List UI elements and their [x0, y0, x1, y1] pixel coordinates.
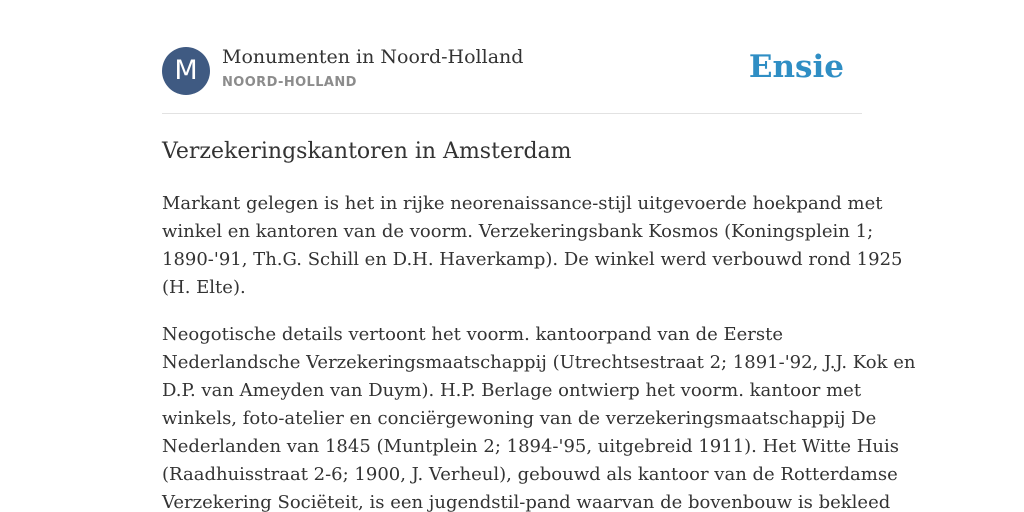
paragraph-line: winkel en kantoren van de voorm. Verzekeringsbank Kosmos (Koningsplein 1; — [162, 221, 874, 242]
paragraph-line: Verzekering Sociëteit, is een jugendstil-pand waarvan de bovenbouw is bekleed — [162, 492, 891, 512]
site-subtitle[interactable]: NOORD-HOLLAND — [222, 75, 357, 90]
paragraph-line: Markant gelegen is het in rijke neorenaissance-stijl uitgevoerde hoekpand met — [162, 193, 883, 214]
header — [162, 46, 862, 96]
brand-logo[interactable]: Ensie — [748, 49, 844, 85]
paragraph-line: 1890-'91, Th.G. Schill en D.H. Haverkamp). De winkel werd verbouwd rond 1925 — [162, 249, 903, 270]
paragraph — [162, 321, 916, 512]
article-title: Verzekeringskantoren in Amsterdam — [162, 139, 572, 164]
header-divider — [162, 113, 862, 114]
article-body — [162, 190, 916, 512]
paragraph-line: winkels, foto-atelier en conciërgewoning van de verzekeringsmaatschappij De — [162, 408, 877, 429]
site-title[interactable]: Monumenten in Noord-Holland — [222, 46, 524, 68]
avatar[interactable]: M — [162, 47, 210, 95]
paragraph-line: D.P. van Ameyden van Duym). H.P. Berlage ontwierp het voorm. kantoor met — [162, 380, 862, 401]
paragraph-line: Nederlanden van 1845 (Muntplein 2; 1894-'95, uitgebreid 1911). Het Witte Huis — [162, 436, 899, 457]
paragraph-line: Nederlandsche Verzekeringsmaatschappij (Utrechtsestraat 2; 1891-'92, J.J. Kok en — [162, 352, 916, 373]
paragraph-line: (H. Elte). — [162, 277, 246, 298]
paragraph — [162, 190, 903, 302]
paragraph-line: Neogotische details vertoont het voorm. kantoorpand van de Eerste — [162, 324, 783, 345]
paragraph-line: (Raadhuisstraat 2-6; 1900, J. Verheul), gebouwd als kantoor van de Rotterdamse — [162, 464, 898, 485]
